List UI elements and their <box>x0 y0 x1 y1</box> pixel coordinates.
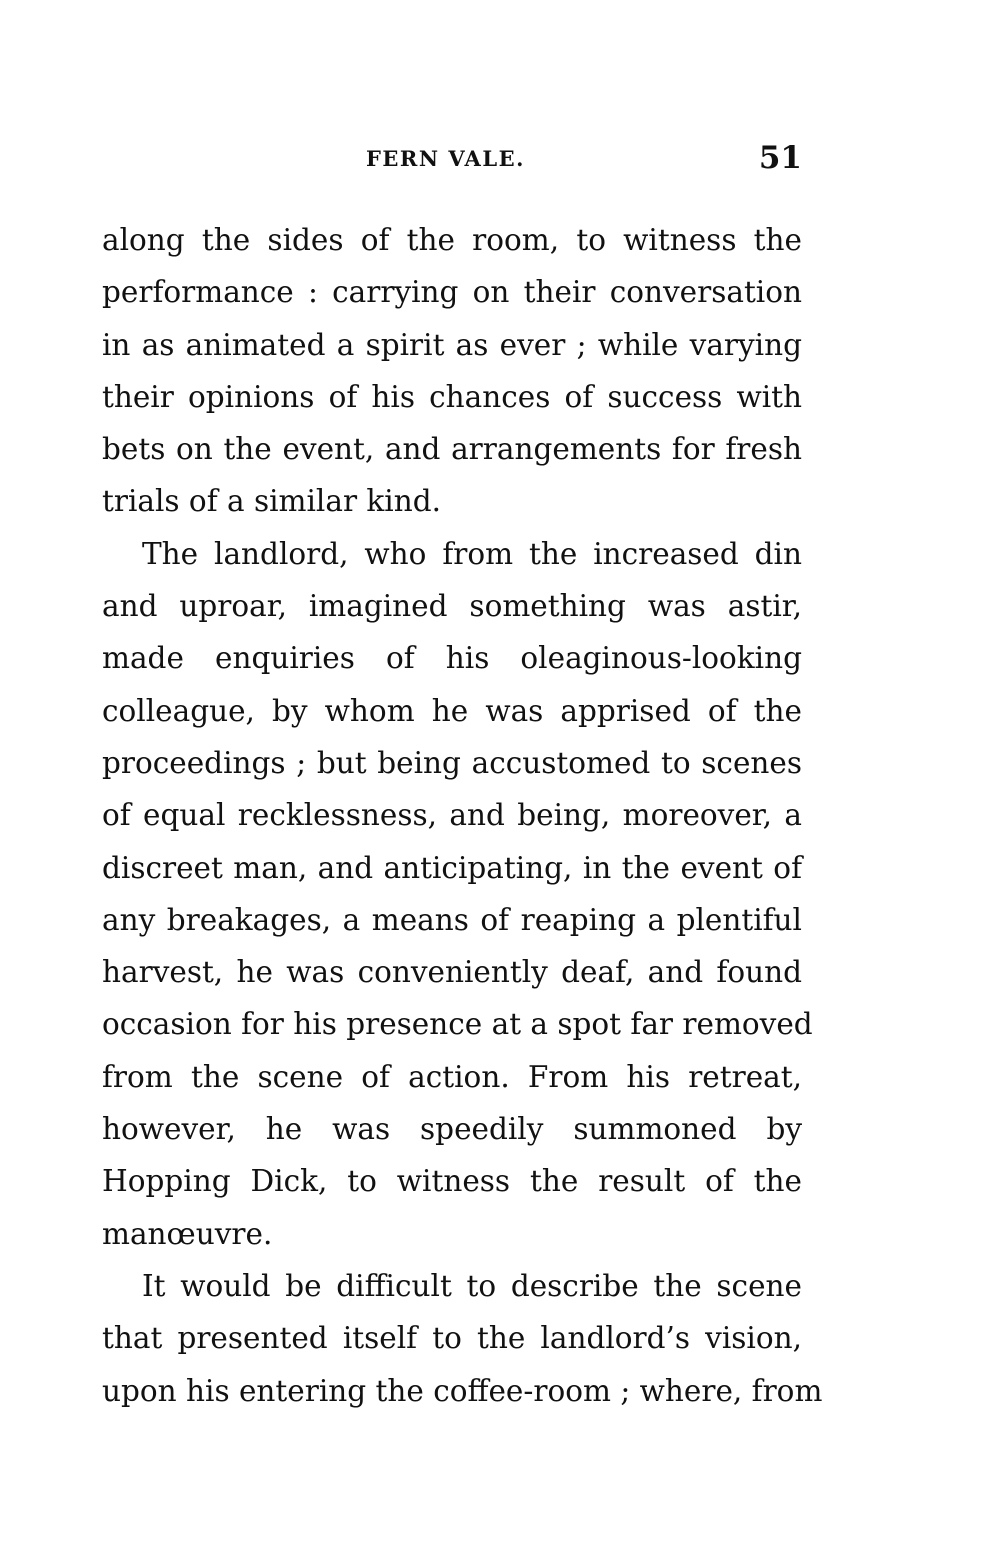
text-line: made enquiries of his oleaginous-looking <box>102 641 802 676</box>
text-line: any breakages, a means of reaping a plentiful <box>102 902 802 937</box>
text-line: that presented itself to the landlord’s vision, <box>102 1321 802 1356</box>
text-line: occasion for his presence at a spot far removed <box>102 1007 813 1042</box>
text-line: and uproar, imagined something was astir, <box>102 589 802 624</box>
text-line: harvest, he was conveniently deaf, and found <box>102 955 802 990</box>
text-line: in as animated a spirit as ever ; while varying <box>102 327 802 362</box>
text-line: discreet man, and anticipating, in the event of <box>102 850 802 885</box>
paragraph-1 <box>102 214 802 528</box>
paragraph-2 <box>102 528 813 1260</box>
text-line: upon his entering the coffee-room ; where, from <box>102 1373 823 1408</box>
text-line: along the sides of the room, to witness the <box>102 223 802 257</box>
text-line: their opinions of his chances of success with <box>102 379 802 414</box>
text-line: colleague, by whom he was apprised of the <box>102 693 802 728</box>
text-line: manœuvre. <box>102 1216 273 1251</box>
running-title: FERN VALE. <box>366 146 525 171</box>
text-line: Hopping Dick, to witness the result of the <box>102 1164 802 1199</box>
text-line: bets on the event, and arrangements for fresh <box>102 432 802 467</box>
paragraph-3 <box>102 1260 823 1417</box>
text-line: The landlord, who from the increased din <box>142 536 802 571</box>
text-line: performance : carrying on their conversation <box>102 275 802 310</box>
page-number: 51 <box>758 140 802 176</box>
text-line: from the scene of action. From his retreat, <box>102 1059 802 1094</box>
text-line: trials of a similar kind. <box>102 484 442 519</box>
text-line: of equal recklessness, and being, moreover, a <box>102 798 802 833</box>
text-line: however, he was speedily summoned by <box>102 1112 802 1147</box>
body-text <box>102 214 823 1417</box>
running-head <box>102 140 802 180</box>
text-line: proceedings ; but being accustomed to scenes <box>102 745 802 780</box>
text-line: It would be difficult to describe the scene <box>142 1268 802 1303</box>
